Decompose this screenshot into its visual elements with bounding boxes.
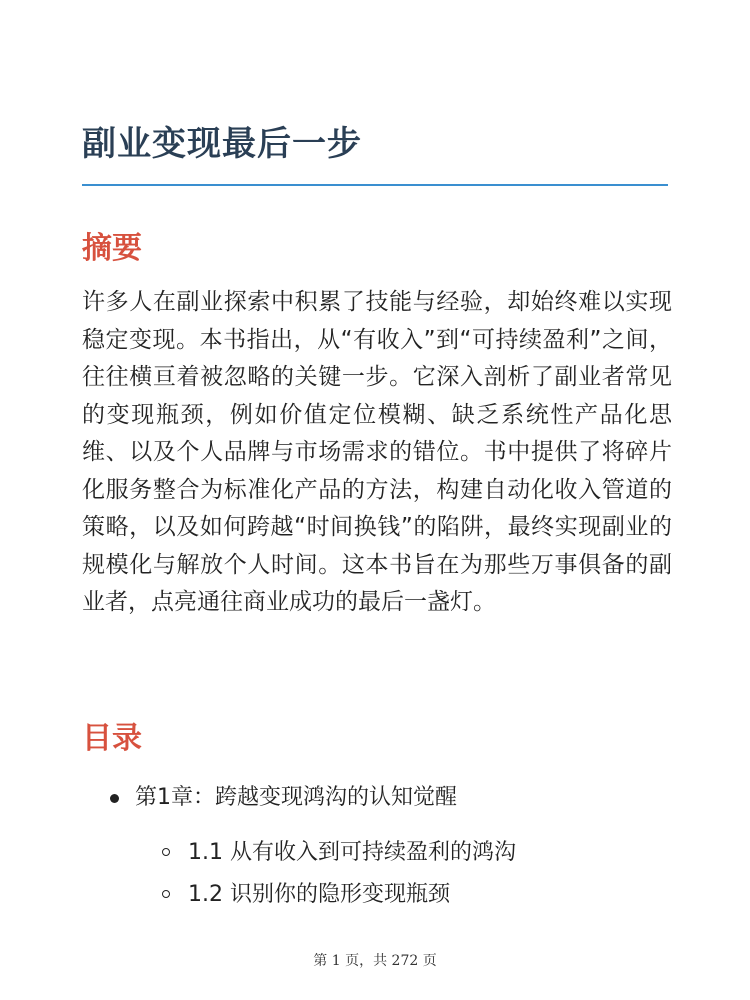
toc-subsection-item xyxy=(0,832,750,874)
toc-list xyxy=(0,776,750,916)
toc-subsection-list xyxy=(0,832,750,916)
filled-bullet-icon xyxy=(110,794,119,803)
summary-paragraph: 许多人在副业探索中积累了技能与经验，却始终难以实现稳定变现。本书指出，从“有收入”到“可持续盈利”之间，往往横亘着被忽略的关键一步。它深入剖析了副业者常见的变现瓶颈，例如价值定位模糊、缺乏系统性产品化思维、以及个人品牌与市场需求的错位。书中提供了将碎片化服务整合为标准化产品的方法，构建自动化收入管道的策略，以及如何跨越“时间换钱”的陷阱，最终实现副业的规模化与解放个人时间。这本书旨在为那些万事俱备的副业者，点亮通往商业成功的最后一盏灯。 xyxy=(82,289,672,615)
title-divider xyxy=(82,184,668,186)
book-title: 副业变现最后一步 xyxy=(82,124,362,164)
hollow-bullet-icon xyxy=(162,848,170,856)
summary-heading: 摘要 xyxy=(82,231,142,266)
toc-heading: 目录 xyxy=(82,721,142,756)
toc-subsection-label: 1.2 识别你的隐形变现瓶颈 xyxy=(188,882,450,907)
toc-subsection-group xyxy=(0,832,750,916)
toc-subsection-item xyxy=(0,874,750,916)
toc-chapter-item xyxy=(0,776,750,820)
toc-subsection-label: 1.1 从有收入到可持续盈利的鸿沟 xyxy=(188,840,516,865)
hollow-bullet-icon xyxy=(162,890,170,898)
toc-chapter-label: 第1章：跨越变现鸿沟的认知觉醒 xyxy=(135,785,457,810)
page-number-footer: 第 1 页，共 272 页 xyxy=(313,953,437,969)
